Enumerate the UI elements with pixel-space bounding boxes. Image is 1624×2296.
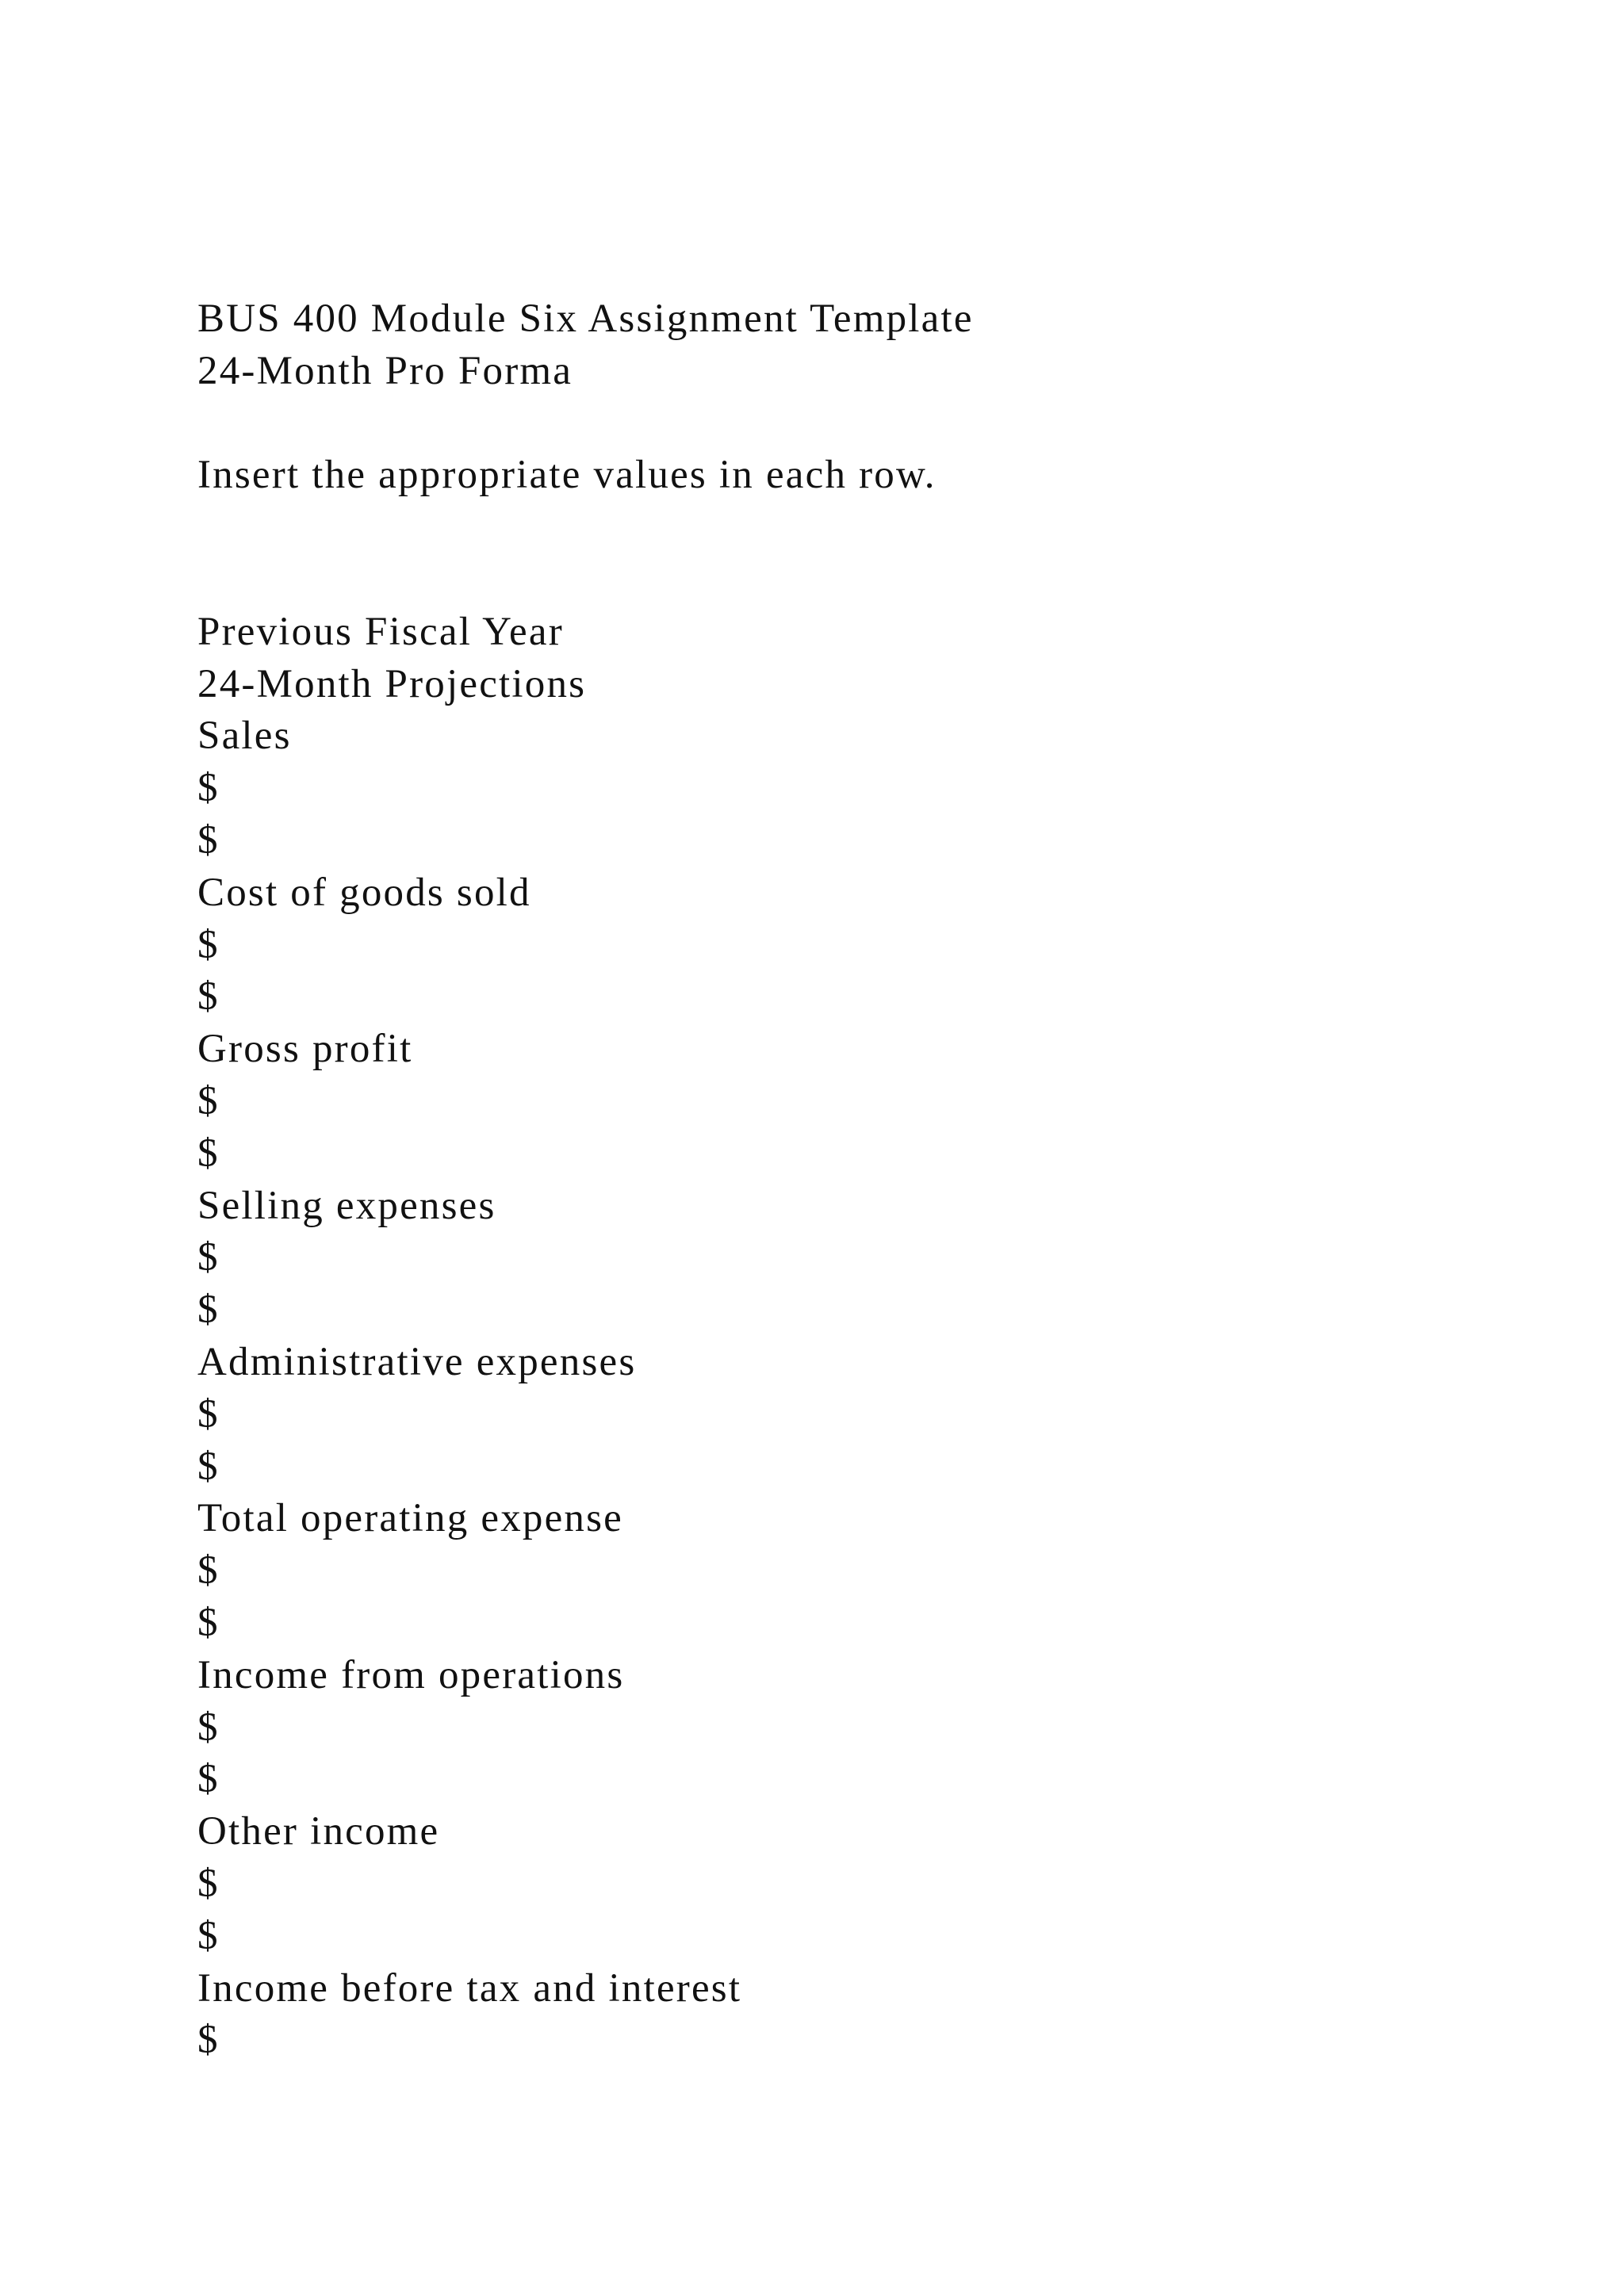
row-value-sales-projection[interactable]: $	[197, 817, 220, 863]
instructions-text: Insert the appropriate values in each row.	[197, 453, 936, 498]
row-label-administrative-expenses: Administrative expenses	[197, 1339, 637, 1384]
row-value-gross-profit-previous[interactable]: $	[197, 1078, 220, 1123]
row-value-total-opex-previous[interactable]: $	[197, 1548, 220, 1594]
spacer	[197, 554, 1506, 607]
row-label-other-income: Other income	[197, 1809, 440, 1854]
spacer	[197, 398, 1506, 450]
row-label-cost-of-goods-sold: Cost of goods sold	[197, 870, 531, 915]
row-label-total-operating-expense: Total operating expense	[197, 1496, 624, 1541]
column-header-previous-fiscal-year: Previous Fiscal Year	[197, 609, 564, 654]
row-value-total-opex-projection[interactable]: $	[197, 1600, 220, 1645]
row-value-other-income-previous[interactable]: $	[197, 1861, 220, 1906]
column-header-24-month-projections: 24-Month Projections	[197, 661, 587, 706]
row-value-selling-expenses-projection[interactable]: $	[197, 1288, 220, 1333]
row-value-admin-expenses-projection[interactable]: $	[197, 1444, 220, 1489]
row-value-sales-previous[interactable]: $	[197, 766, 220, 811]
document-title: BUS 400 Module Six Assignment Template	[197, 297, 974, 341]
row-label-selling-expenses: Selling expenses	[197, 1183, 496, 1228]
row-value-income-ops-projection[interactable]: $	[197, 1757, 220, 1802]
row-value-admin-expenses-previous[interactable]: $	[197, 1391, 220, 1437]
spacer	[197, 502, 1506, 554]
row-value-gross-profit-projection[interactable]: $	[197, 1131, 220, 1176]
document-body	[197, 293, 1506, 2067]
document-subtitle: 24-Month Pro Forma	[197, 348, 573, 393]
row-label-gross-profit: Gross profit	[197, 1027, 413, 1072]
row-value-income-ops-previous[interactable]: $	[197, 1705, 220, 1750]
row-value-income-before-tax-previous[interactable]: $	[197, 2018, 220, 2063]
row-label-income-from-operations: Income from operations	[197, 1652, 625, 1697]
row-value-cogs-projection[interactable]: $	[197, 974, 220, 1020]
row-value-other-income-projection[interactable]: $	[197, 1913, 220, 1958]
row-label-income-before-tax-and-interest: Income before tax and interest	[197, 1965, 742, 2011]
row-value-selling-expenses-previous[interactable]: $	[197, 1235, 220, 1280]
row-label-sales: Sales	[197, 714, 292, 759]
row-value-cogs-previous[interactable]: $	[197, 922, 220, 967]
